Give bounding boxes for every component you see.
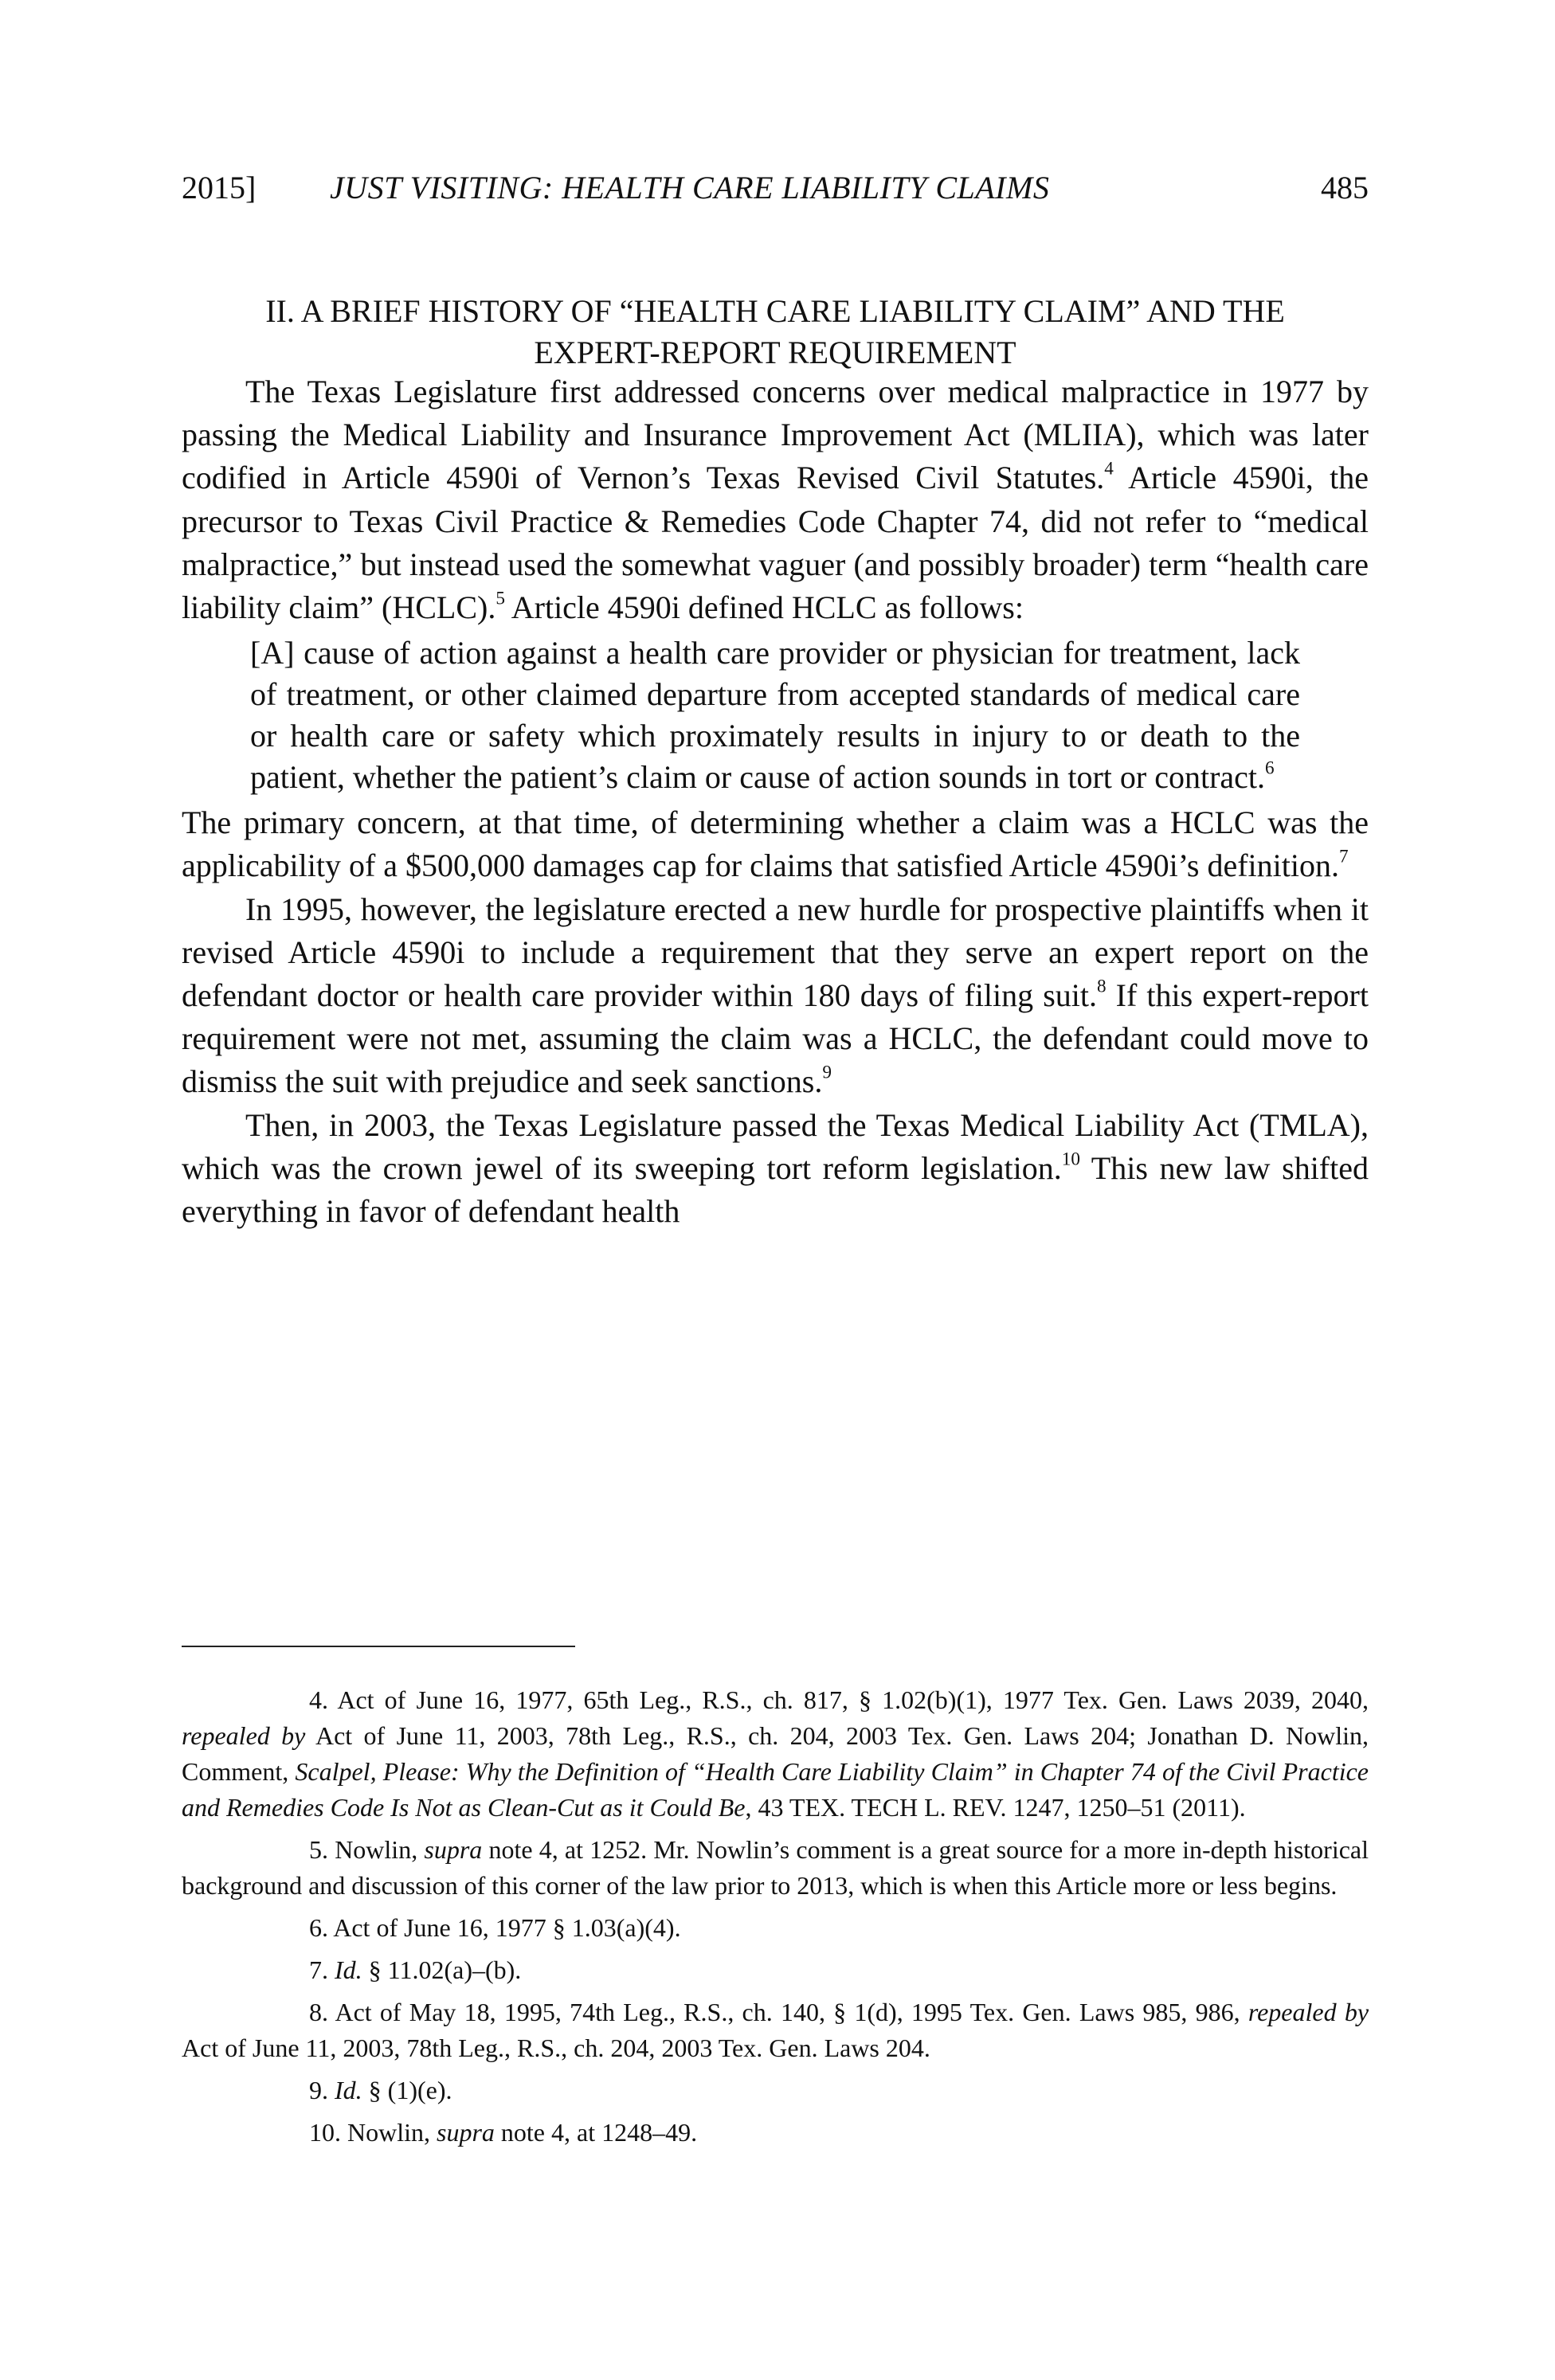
footnote-ref-5[interactable]: 5	[495, 588, 505, 609]
footnote-text: Act of June 11, 2003, 78th Leg., R.S., ch. 204, 2003 Tex. Gen. Laws 204; Jonathan D. Nowlin, Comment,	[182, 1721, 1369, 1786]
page-number: 485	[1321, 170, 1369, 206]
footnote-6	[182, 1910, 1369, 1946]
footnote-text: , 43 TEX. TECH L. REV. 1247, 1250–51 (2011).	[745, 1793, 1246, 1822]
footnote-5	[182, 1832, 1369, 1904]
footnote-text: Act of June 11, 2003, 78th Leg., R.S., ch. 204, 2003 Tex. Gen. Laws 204.	[182, 2034, 930, 2062]
block-quote	[250, 632, 1300, 798]
footnote-text: Act of June 16, 1977 § 1.03(a)(4).	[333, 1913, 681, 1942]
footnote-italic: supra	[424, 1835, 483, 1864]
footnote-10	[182, 2115, 1369, 2151]
paragraph-4-text: Then, in 2003, the Texas Legislature passed the Texas Medical Liability Act (TMLA), which was the crown jewel of its sweeping tort reform legislation.	[182, 1106, 1369, 1186]
footnote-text: § 11.02(a)–(b).	[362, 1955, 522, 1984]
section-heading-line-2: EXPERT-REPORT REQUIREMENT	[534, 335, 1016, 370]
paragraph-1	[182, 370, 1369, 629]
paragraph-1-text-c: Article 4590i defined HCLC as follows:	[504, 589, 1024, 626]
paragraph-3	[182, 888, 1369, 1104]
running-head	[182, 169, 1369, 217]
body-text	[182, 370, 1369, 1233]
footnote-ref-10[interactable]: 10	[1061, 1149, 1080, 1170]
footnote-ref-6[interactable]: 6	[1265, 757, 1275, 779]
footnote-number: 6.	[309, 1913, 328, 1942]
footnote-text: Nowlin,	[335, 1835, 425, 1864]
block-quote-text: [A] cause of action against a health care provider or physician for treatment, lack of treatment, or other claimed departure from accepted standards of medical care or health care or safety which proximately results in injury to or death to the patient, whether the patient’s claim or cause of action sounds in tort or contract.	[250, 635, 1300, 796]
footnote-number: 5.	[309, 1835, 328, 1864]
running-head-title: JUST VISITING: HEALTH CARE LIABILITY CLAIMS	[330, 170, 1050, 206]
footnote-italic: Id.	[335, 1955, 362, 1984]
paragraph-1-text: The Texas Legislature first addressed concerns over medical malpractice in 1977 by passing the Medical Liability and Insurance Improvement Act (MLIIA), which was later codified in Article 4590i of Vernon’s Texas Revised Civil Statutes.	[182, 374, 1369, 496]
footnote-number: 9.	[309, 2076, 328, 2104]
footnote-number: 10.	[309, 2118, 341, 2147]
footnote-4	[182, 1682, 1369, 1826]
footnote-italic: supra	[437, 2118, 495, 2147]
footnote-number: 7.	[309, 1955, 328, 1984]
section-heading	[182, 291, 1369, 374]
running-head-year: 2015]	[182, 170, 257, 206]
footnote-ref-7[interactable]: 7	[1338, 847, 1349, 868]
paragraph-3-text: In 1995, however, the legislature erected a new hurdle for prospective plaintiffs when it revised Article 4590i to include a requirement that they serve an expert report on the defendant doctor or health care provider within 180 days of filing suit.	[182, 891, 1369, 1014]
footnote-ref-4[interactable]: 4	[1104, 459, 1114, 480]
footnote-italic-title: Scalpel, Please: Why the Definition of “Health Care Liability Claim” in Chapter 74 of the Civil Practice and Remedies Code Is Not as Clean-Cut as it Could Be	[182, 1757, 1369, 1822]
footnote-number: 4.	[309, 1685, 328, 1714]
footnote-text: § (1)(e).	[362, 2076, 452, 2104]
footnotes	[182, 1682, 1369, 2157]
paragraph-2-text: The primary concern, at that time, of determining whether a claim was a HCLC was the applicability of a $500,000 damages cap for claims that satisfied Article 4590i’s definition.	[182, 804, 1369, 884]
footnote-text: Act of May 18, 1995, 74th Leg., R.S., ch. 140, § 1(d), 1995 Tex. Gen. Laws 985, 986,	[335, 1998, 1248, 2026]
section-heading-line-1: II. A BRIEF HISTORY OF “HEALTH CARE LIABILITY CLAIM” AND THE	[265, 293, 1285, 329]
footnote-text: Nowlin,	[347, 2118, 437, 2147]
paragraph-4	[182, 1104, 1369, 1234]
footnote-text: Act of June 16, 1977, 65th Leg., R.S., ch. 817, § 1.02(b)(1), 1977 Tex. Gen. Laws 2039, 2040,	[337, 1685, 1369, 1714]
paragraph-1-text-b: Article 4590i, the precursor to Texas Civil Practice & Remedies Code Chapter 74, did not refer to “medical malpractice,” but instead used the somewhat vaguer (and possibly broader) term “health care liability claim” (HCLC).	[182, 460, 1369, 626]
footnote-divider	[182, 1646, 575, 1647]
footnote-italic: repealed by	[182, 1721, 306, 1750]
paragraph-2	[182, 801, 1369, 887]
footnote-ref-8[interactable]: 8	[1097, 976, 1107, 997]
footnote-ref-9[interactable]: 9	[822, 1063, 832, 1084]
footnote-7	[182, 1952, 1369, 1988]
footnote-number: 8.	[309, 1998, 328, 2026]
footnote-text: note 4, at 1252. Mr. Nowlin’s comment is a great source for a more in-depth historical background and discussion of this corner of the law prior to 2013, which is when this Article more or less begins.	[182, 1835, 1369, 1900]
footnote-italic: repealed by	[1248, 1998, 1369, 2026]
paragraph-4-text-b: This new law shifted everything in favor of defendant health	[182, 1149, 1369, 1230]
footnote-italic: Id.	[335, 2076, 362, 2104]
footnote-8	[182, 1994, 1369, 2066]
paragraph-3-text-b: If this expert-report requirement were not met, assuming the claim was a HCLC, the defendant could move to dismiss the suit with prejudice and seek sanctions.	[182, 977, 1369, 1100]
footnote-text: note 4, at 1248–49.	[494, 2118, 698, 2147]
footnote-9	[182, 2073, 1369, 2108]
